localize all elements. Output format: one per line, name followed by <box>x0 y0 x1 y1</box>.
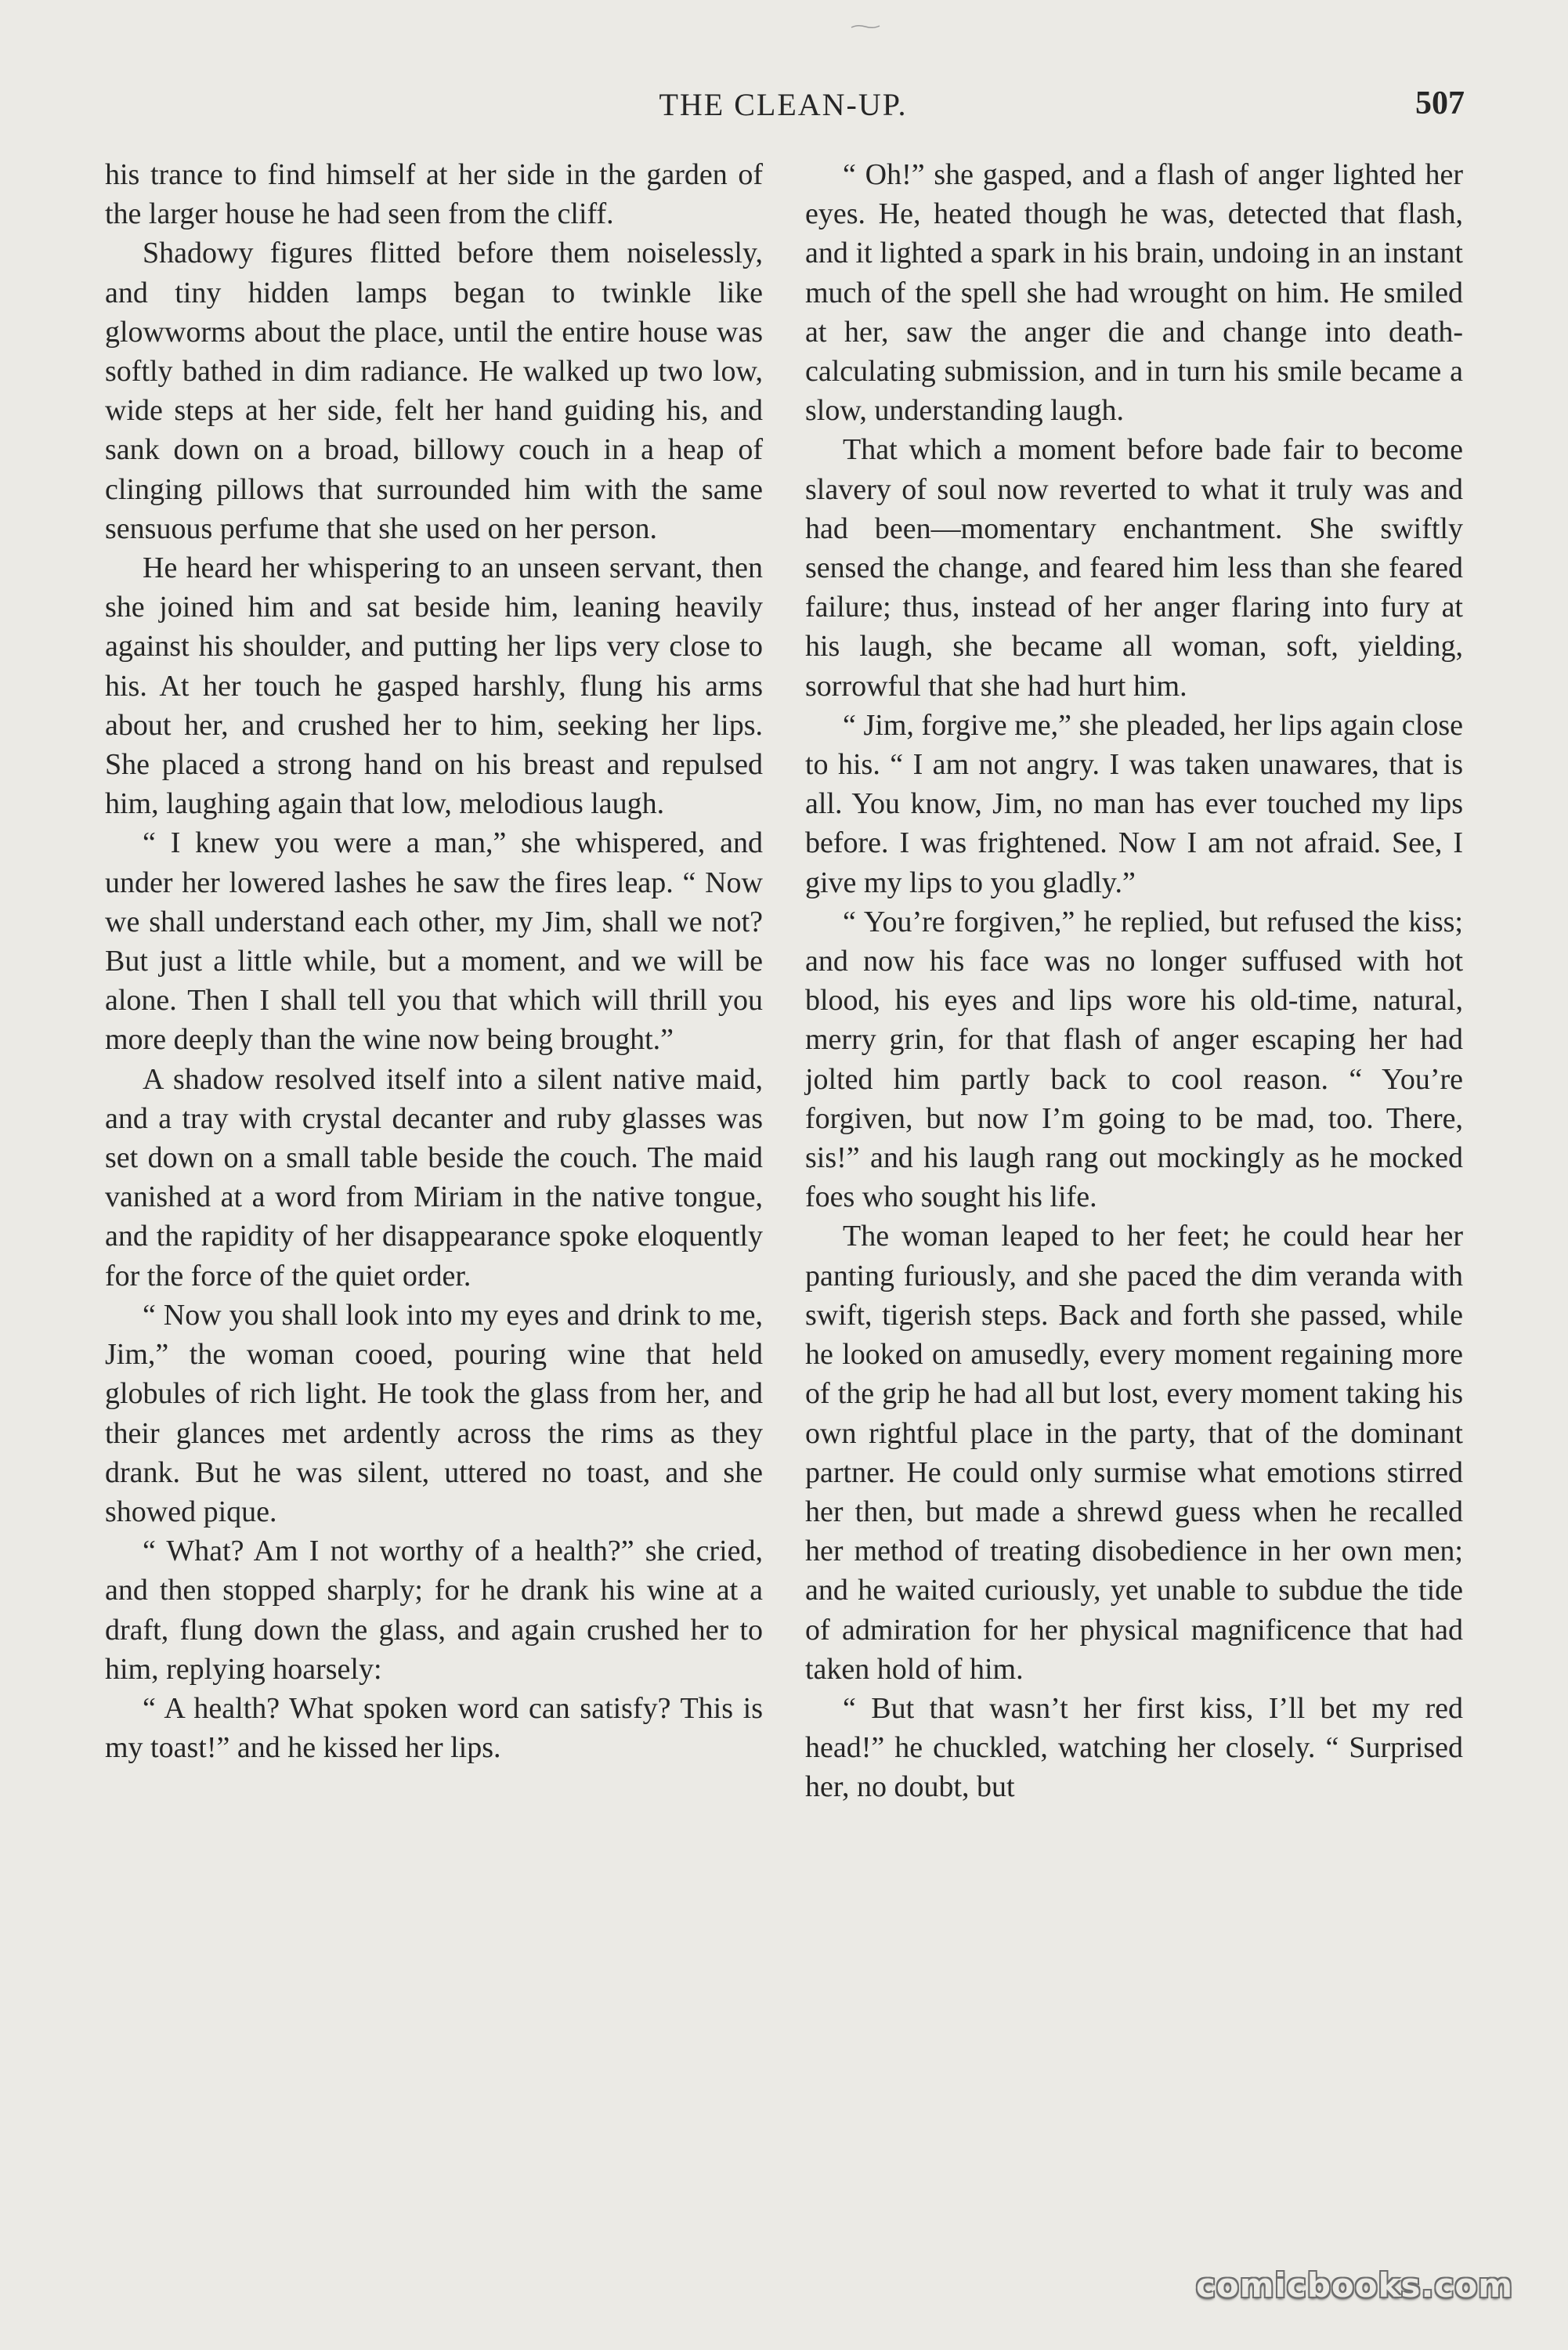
paragraph: “ A health? What spoken word can satisfy? This is my toast!” and he kissed her lips. <box>105 1691 763 1765</box>
running-title: THE CLEAN-UP. <box>659 87 908 122</box>
paragraph: He heard her whispering to an unseen servant, then she joined him and sat beside him, leaning heavily against his shoulder, and putting her lips very close to his. At her touch he gasped harshly, flung his arms about her, and crushed her to him, seeking her lips. She placed a strong hand on his breast and repulsed him, laughing again that low, melodious laugh. <box>105 551 763 821</box>
page-header <box>102 78 1465 133</box>
paragraph: “ But that wasn’t her first kiss, I’ll bet my red head!” he chuckled, watching her closely. “ Surprised her, no doubt, but <box>805 1691 1463 1804</box>
paragraph: A shadow resolved itself into a silent native maid, and a tray with crystal decanter and ruby glasses was set down on a small table beside the couch. The maid vanished at a word from Miriam in the native tongue, and the rapidity of her disappearance spoke eloquently for the force of the quiet order. <box>105 1062 763 1292</box>
paragraph: The woman leaped to her feet; he could hear her panting furiously, and she paced the dim veranda with swift, tigerish steps. Back and forth she passed, while he looked on amusedly, every moment regaining more of the grip he had all but lost, every moment taking his own rightful place in the party, that of the dominant partner. He could only surmise what emotions stirred her then, but made a shrewd guess when he recalled her method of treating disobedience in her own men; and he waited curiously, yet unable to subdue the tide of admiration for her physical magnificence that had taken hold of him. <box>805 1220 1463 1686</box>
paragraph: That which a moment before bade fair to become slavery of soul now reverted to what it truly was and had been—momentary enchantment. She swiftly sensed the change, and feared him less than she feared failure; thus, instead of her anger flaring into fury at his laugh, she became all woman, soft, yielding, sorrowful that she had hurt him. <box>805 433 1463 703</box>
paragraph: “ Oh!” she gasped, and a flash of anger lighted her eyes. He, heated though he was, detected that flash, and it lighted a spark in his brain, undoing in an instant much of the spell she had wrought on him. He smiled at her, saw the anger die and change into death-calculating submission, and in turn his smile became a slow, understanding laugh. <box>805 158 1463 428</box>
printer-ornament-icon <box>850 24 881 30</box>
left-column <box>105 155 763 1767</box>
page-number: 507 <box>1415 85 1465 121</box>
paragraph: “ Now you shall look into my eyes and drink to me, Jim,” the woman cooed, pouring wine that held globules of rich light. He took the glass from her, and their glances met ardently across the rims as they drank. But he was silent, uttered no toast, and she showed pique. <box>105 1298 763 1528</box>
paragraph: “ You’re forgiven,” he replied, but refused the kiss; and now his face was no longer suffused with hot blood, his eyes and lips wore his old-time, natural, merry grin, for that flash of anger escaping her had jolted him partly back to cool reason. “ You’re forgiven, but now I’m going to be mad, too. There, sis!” and his laugh rang out mockingly as he mocked foes who sought his life. <box>805 905 1463 1214</box>
paragraph: his trance to find himself at her side in the garden of the larger house he had seen from the cliff. <box>105 158 763 231</box>
watermark-logo: comicbooks.com <box>1196 2266 1513 2305</box>
paragraph: “ I knew you were a man,” she whispered, and under her lowered lashes he saw the fires leap. “ Now we shall understand each other, my Jim, shall we not? But just a little while, but a moment, and we will be alone. Then I shall tell you that which will thrill you more deeply than the wine now being brought.” <box>105 826 763 1057</box>
right-column <box>805 155 1463 1807</box>
paragraph: “ Jim, forgive me,” she pleaded, her lips again close to his. “ I am not angry. I was taken unawares, that is all. You know, Jim, no man has ever touched my lips before. I was frightened. Now I am not afraid. See, I give my lips to you gladly.” <box>805 708 1463 899</box>
paragraph: “ What? Am I not worthy of a health?” she cried, and then stopped sharply; for he drank his wine at a draft, flung down the glass, and again crushed her to him, replying hoarsely: <box>105 1535 763 1686</box>
paragraph: Shadowy figures flitted before them noiselessly, and tiny hidden lamps began to twinkle like glowworms about the place, until the entire house was softly bathed in dim radiance. He walked up two low, wide steps at her side, felt her hand guiding his, and sank down on a broad, billowy couch in a heap of clinging pillows that surrounded him with the same sensuous perfume that she used on her person. <box>105 237 763 545</box>
